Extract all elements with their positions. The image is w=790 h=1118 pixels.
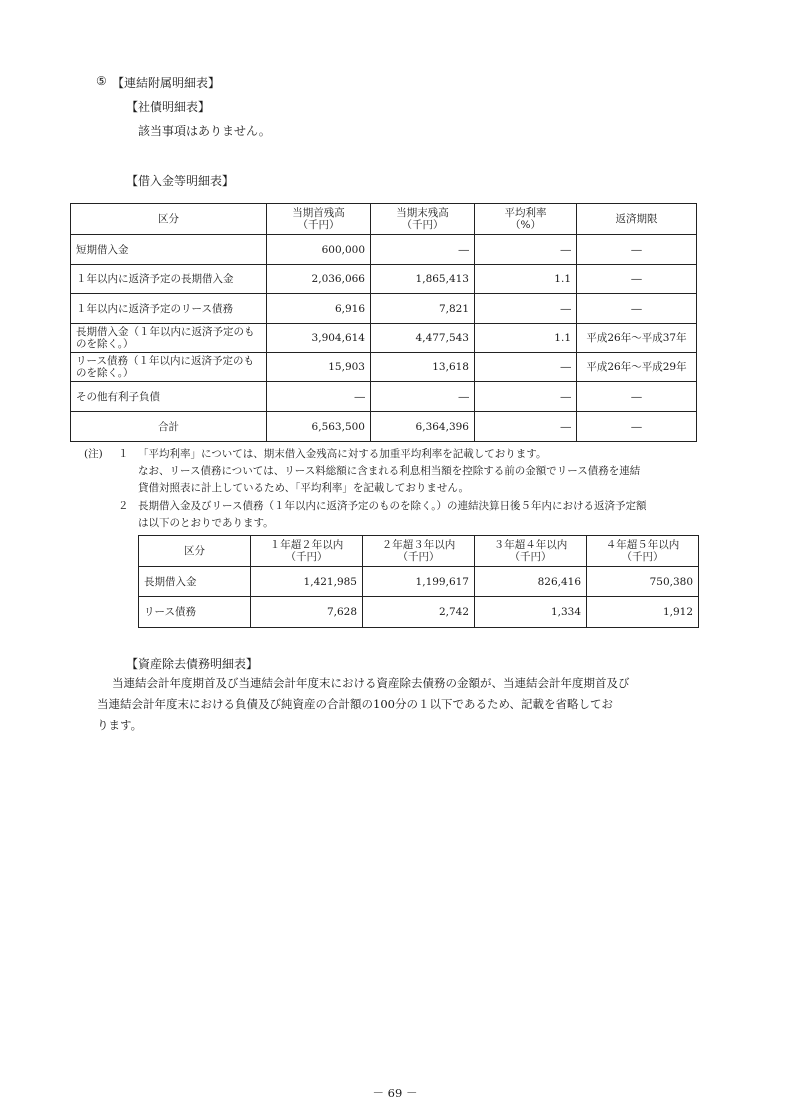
row-due: ― xyxy=(577,294,697,324)
row-category: リース債務（１年以内に返済予定のものを除く。） xyxy=(71,353,267,382)
note-1-line3: 貸借対照表に計上しているため、「平均利率」を記載しておりません。 xyxy=(138,482,469,494)
row-closing: ― xyxy=(371,382,475,412)
schedule-header-y5-unit: （千円） xyxy=(621,551,664,563)
table-row xyxy=(71,235,697,265)
header-rate-label: 平均利率 xyxy=(504,207,547,219)
table-row xyxy=(71,324,697,353)
header-closing-unit: （千円） xyxy=(401,219,444,231)
schedule-row-category: 長期借入金 xyxy=(139,567,251,597)
schedule-header-y2-unit: （千円） xyxy=(285,551,328,563)
borrowings-table xyxy=(70,203,697,442)
note-2-line2: は以下のとおりであります。 xyxy=(138,517,274,529)
row-rate: ― xyxy=(475,353,577,382)
table-row xyxy=(139,597,699,628)
aro-heading: 【資産除去債務明細表】 xyxy=(126,657,259,671)
schedule-row-y4: 826,416 xyxy=(475,567,587,597)
schedule-header-y4 xyxy=(475,536,587,567)
header-rate xyxy=(475,204,577,235)
bonds-heading: 【社債明細表】 xyxy=(126,100,211,114)
row-due: ― xyxy=(577,382,697,412)
borrowings-header-row xyxy=(71,204,697,235)
row-category: １年以内に返済予定の長期借入金 xyxy=(71,265,267,294)
row-opening: 3,904,614 xyxy=(267,324,371,353)
section-title: 【連結附属明細表】 xyxy=(112,76,221,90)
aro-line1: 当連結会計年度期首及び当連結会計年度末における資産除去債務の金額が、当連結会計年度期首及び xyxy=(112,676,630,690)
table-row xyxy=(71,294,697,324)
row-due: ― xyxy=(577,235,697,265)
schedule-row-category: リース債務 xyxy=(139,597,251,628)
header-opening xyxy=(267,204,371,235)
schedule-header-y3-label: ２年超３年以内 xyxy=(381,539,456,551)
repayment-schedule-table xyxy=(138,535,699,628)
table-row xyxy=(71,382,697,412)
total-row xyxy=(71,412,697,442)
total-rate: ― xyxy=(475,412,577,442)
total-opening: 6,563,500 xyxy=(267,412,371,442)
schedule-header-row xyxy=(139,536,699,567)
row-closing: 1,865,413 xyxy=(371,265,475,294)
header-due: 返済期限 xyxy=(577,204,697,235)
header-rate-unit: （%） xyxy=(510,219,541,231)
row-opening: 15,903 xyxy=(267,353,371,382)
row-opening: ― xyxy=(267,382,371,412)
row-category: １年以内に返済予定のリース債務 xyxy=(71,294,267,324)
note-2-line1: 長期借入金及びリース債務（１年以内に返済予定のものを除く。）の連結決算日後５年内における返済予定額 xyxy=(138,500,647,512)
row-closing: 13,618 xyxy=(371,353,475,382)
note-1-line2: なお、リース債務については、リース料総額に含まれる利息相当額を控除する前の金額でリース債務を連結 xyxy=(138,465,641,477)
schedule-header-y3-unit: （千円） xyxy=(397,551,440,563)
row-rate: ― xyxy=(475,294,577,324)
schedule-row-y2: 7,628 xyxy=(251,597,363,628)
total-closing: 6,364,396 xyxy=(371,412,475,442)
row-due: 平成26年～平成29年 xyxy=(577,353,697,382)
page-number: － 69 － xyxy=(372,1086,418,1100)
schedule-row-y3: 1,199,617 xyxy=(363,567,475,597)
row-due: ― xyxy=(577,265,697,294)
row-category: 長期借入金（１年以内に返済予定のものを除く。） xyxy=(71,324,267,353)
schedule-header-y5-label: ４年超５年以内 xyxy=(605,539,680,551)
schedule-row-y5: 750,380 xyxy=(587,567,699,597)
schedule-row-y3: 2,742 xyxy=(363,597,475,628)
notes-label: (注) xyxy=(84,448,103,460)
row-opening: 6,916 xyxy=(267,294,371,324)
schedule-header-y4-unit: （千円） xyxy=(509,551,552,563)
schedule-header-y3 xyxy=(363,536,475,567)
schedule-header-y2-label: １年超２年以内 xyxy=(269,539,344,551)
row-closing: 7,821 xyxy=(371,294,475,324)
row-rate: ― xyxy=(475,235,577,265)
table-row xyxy=(139,567,699,597)
header-opening-unit: （千円） xyxy=(297,219,340,231)
header-closing-label: 当期末残高 xyxy=(396,207,449,219)
schedule-header-y4-label: ３年超４年以内 xyxy=(493,539,568,551)
schedule-row-y5: 1,912 xyxy=(587,597,699,628)
bonds-text: 該当事項はありません。 xyxy=(138,124,271,138)
row-category: 短期借入金 xyxy=(71,235,267,265)
note-1-number: １ xyxy=(118,448,129,460)
schedule-row-y4: 1,334 xyxy=(475,597,587,628)
row-due: 平成26年～平成37年 xyxy=(577,324,697,353)
row-rate: ― xyxy=(475,382,577,412)
row-rate: 1.1 xyxy=(475,324,577,353)
schedule-header-category: 区分 xyxy=(139,536,251,567)
row-category: その他有利子負債 xyxy=(71,382,267,412)
aro-line3: ります。 xyxy=(97,718,143,732)
row-opening: 2,036,066 xyxy=(267,265,371,294)
row-closing: 4,477,543 xyxy=(371,324,475,353)
row-closing: ― xyxy=(371,235,475,265)
header-opening-label: 当期首残高 xyxy=(292,207,345,219)
note-1-line1: 「平均利率」については、期末借入金残高に対する加重平均利率を記載しております。 xyxy=(138,448,547,460)
schedule-header-y5 xyxy=(587,536,699,567)
schedule-row-y2: 1,421,985 xyxy=(251,567,363,597)
table-row xyxy=(71,265,697,294)
table-row xyxy=(71,353,697,382)
row-opening: 600,000 xyxy=(267,235,371,265)
borrowings-heading: 【借入金等明細表】 xyxy=(126,174,235,188)
total-due: ― xyxy=(577,412,697,442)
header-closing xyxy=(371,204,475,235)
note-2-number: ２ xyxy=(118,500,129,512)
schedule-header-y2 xyxy=(251,536,363,567)
row-rate: 1.1 xyxy=(475,265,577,294)
aro-line2: 当連結会計年度末における負債及び純資産の合計額の100分の１以下であるため、記載を省略してお xyxy=(97,697,613,711)
header-category: 区分 xyxy=(71,204,267,235)
section-marker: ⑤ xyxy=(96,74,107,88)
total-label: 合計 xyxy=(71,412,267,442)
